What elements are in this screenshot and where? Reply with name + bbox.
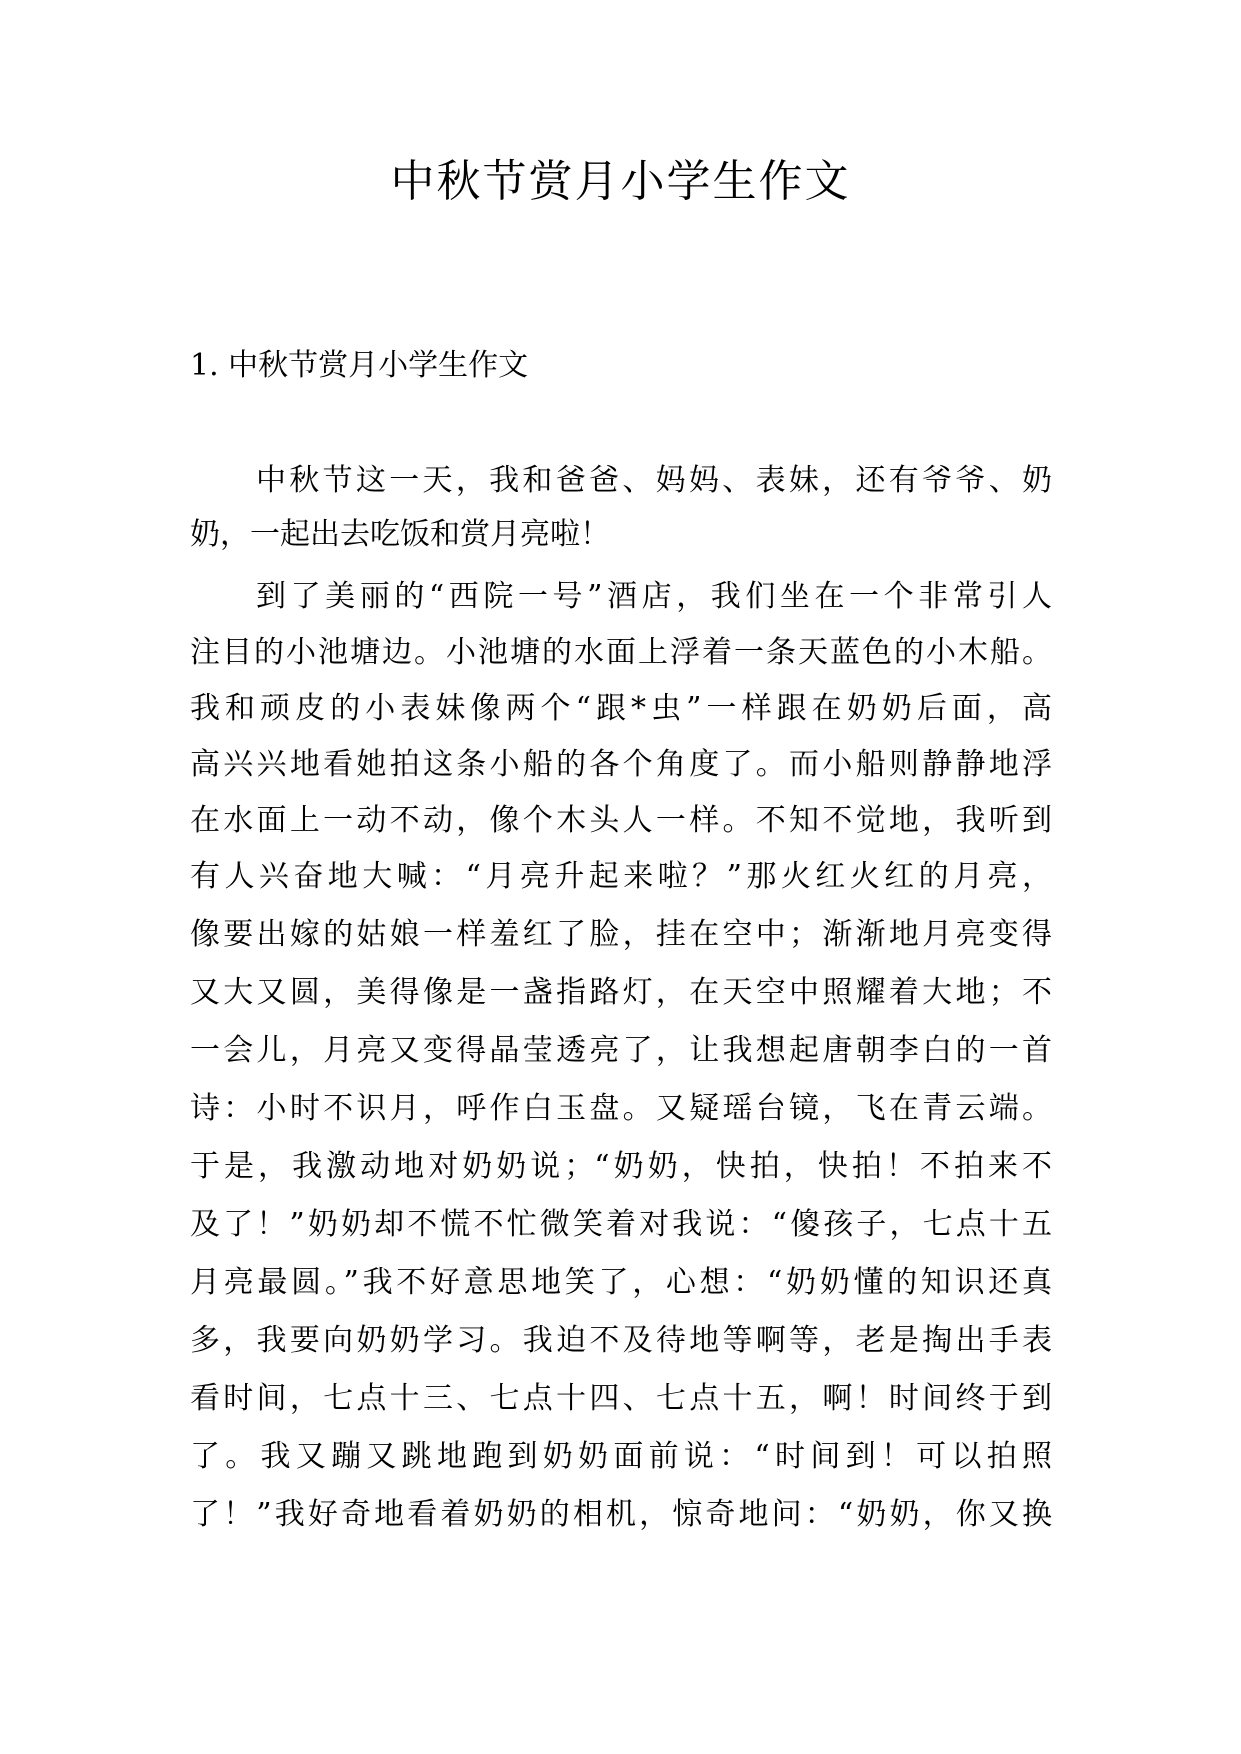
body-line: 及了！”奶奶却不慌不忙微笑着对我说：“傻孩子，七点十五 — [190, 1207, 1052, 1242]
body-line: 一会儿，月亮又变得晶莹透亮了，让我想起唐朝李白的一首 — [190, 1033, 1052, 1068]
body-line: 在水面上一动不动，像个木头人一样。不知不觉地，我听到 — [190, 803, 1052, 838]
body-line: 多，我要向奶奶学习。我迫不及待地等啊等，老是掏出手表 — [190, 1323, 1052, 1358]
body-line: 看时间，七点十三、七点十四、七点十五，啊！时间终于到 — [190, 1381, 1052, 1416]
body-line: 中秋节这一天，我和爸爸、妈妈、表妹，还有爷爷、奶 — [256, 463, 1052, 498]
body-line: 像要出嫁的姑娘一样羞红了脸，挂在空中；渐渐地月亮变得 — [190, 917, 1052, 952]
document-title: 中秋节赏月小学生作文 — [390, 156, 851, 207]
body-line: 于是，我激动地对奶奶说；“奶奶，快拍，快拍！不拍来不 — [190, 1149, 1052, 1184]
body-line: 了！”我好奇地看着奶奶的相机，惊奇地问：“奶奶，你又换 — [190, 1497, 1052, 1532]
body-line: 我和顽皮的小表妹像两个“跟*虫”一样跟在奶奶后面，高 — [190, 691, 1052, 726]
body-line: 注目的小池塘边。小池塘的水面上浮着一条天蓝色的小木船。 — [190, 635, 1052, 670]
body-line: 又大又圆，美得像是一盏指路灯，在天空中照耀着大地；不 — [190, 975, 1052, 1010]
body-line: 诗：小时不识月，呼作白玉盘。又疑瑶台镜，飞在青云端。 — [190, 1091, 1052, 1126]
body-line: 月亮最圆。”我不好意思地笑了，心想：“奶奶懂的知识还真 — [190, 1265, 1052, 1300]
body-line: 有人兴奋地大喊：“月亮升起来啦？”那火红火红的月亮， — [190, 859, 1052, 894]
body-line: 高兴兴地看她拍这条小船的各个角度了。而小船则静静地浮 — [190, 747, 1052, 782]
section-heading: 1. 中秋节赏月小学生作文 — [190, 348, 529, 383]
body-line: 奶，一起出去吃饭和赏月亮啦！ — [190, 517, 610, 552]
body-line: 到了美丽的“西院一号”酒店，我们坐在一个非常引人 — [256, 579, 1052, 614]
body-line: 了。我又蹦又跳地跑到奶奶面前说：“时间到！可以拍照 — [190, 1439, 1052, 1474]
